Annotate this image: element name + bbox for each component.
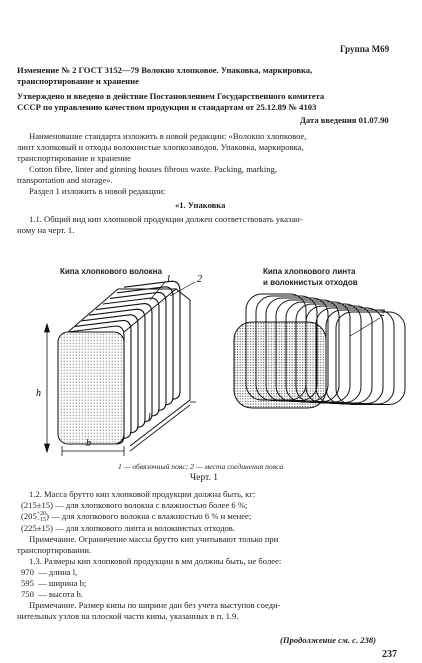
note1-line2: транспортировании. <box>17 545 92 556</box>
linter-bale <box>234 322 326 408</box>
p3-line1: 1.1. Общий вид кип хлопковой продукции должен соответствовать указан- <box>29 214 303 224</box>
callout-2: 2 <box>197 274 202 285</box>
mass-3-value: (225±15) <box>21 523 53 534</box>
mass-row-3 <box>17 523 409 534</box>
dim-row-3: 750 — высота h. <box>21 589 84 600</box>
mass-3-text: — для хлопкового линта и волокнистых отходов. <box>55 523 235 534</box>
p3-line2: ному на черт. 1. <box>17 225 75 235</box>
page-number: 237 <box>382 649 397 660</box>
mass-row-2 <box>17 511 409 523</box>
group-label: Группа М69 <box>340 44 390 54</box>
figure-label-right-2: и волокнистых отходов <box>263 278 358 287</box>
mass-1-text: — для хлопкового волокна с влажностью более 6 %; <box>55 500 248 510</box>
p12: 1.2. Масса брутто кип хлопковой продукции должна быть, кг: <box>29 489 256 499</box>
dim-l-label: l <box>148 412 151 423</box>
mass-2-sup: +20 <box>36 511 47 518</box>
linter-bale-callout <box>350 318 380 336</box>
change-title-line1: Изменение № 2 ГОСТ 3152—79 Волокно хлопковое. Упаковка, маркировка, <box>17 65 313 75</box>
note2-line1: Примечание. Размер кипы по ширине дан без учета выступов соеди- <box>29 600 281 611</box>
dim-l-line <box>130 405 190 451</box>
callout-2b: 2 <box>380 308 385 319</box>
dim-row-2: 595 — ширина b; <box>21 578 87 589</box>
approved-line1: Утверждено и введено в действие Постановлением Государственного комитета <box>17 91 325 101</box>
p1-line1: Наименование стандарта изложить в новой редакции: «Волокно хлопковое, <box>29 131 307 141</box>
callout-1: 1 <box>166 274 171 285</box>
continued-note-visible: (Продолжение см. с. 238) <box>280 635 377 645</box>
linter-bale-front-face <box>234 322 326 408</box>
p1-line4: Cotton fibre, linter and ginning houses fibrous waste. Packing, marking, <box>29 164 277 174</box>
approved-line2: СССР по управлению качеством продукции и стандартам от 25.12.89 № 4103 <box>17 102 317 112</box>
mass-2-sub: −15 <box>36 517 47 524</box>
mass-2-close: ) <box>46 511 50 521</box>
fibre-bale-front-face <box>58 332 124 444</box>
mass-2-value: (205 <box>21 511 37 521</box>
mass-2-text: — для хлопкового волокна с влажностью 6 % и менее; <box>51 511 252 521</box>
fibre-bale-side-outline <box>130 289 190 446</box>
dim-b-label: b <box>86 438 91 449</box>
change-title-line2: транспортирование и хранение <box>17 76 139 86</box>
figure-legend: 1 — обвязочный пояс; 2 — места соединения пояса <box>118 462 284 471</box>
p1-line5: transportation and storage». <box>17 175 113 185</box>
figure-label-left: Кипа хлопкового волокна <box>60 267 162 276</box>
figure-label-right-1: Кипа хлопкового линта <box>263 267 356 276</box>
p2: Раздел 1 изложить в новой редакции: <box>29 186 166 196</box>
mass-1-value: (215±15) <box>21 500 53 510</box>
p13: 1.3. Размеры кип хлопковой продукции в мм должны быть, не более: <box>29 556 282 567</box>
mass-row-1 <box>17 500 409 511</box>
mass-section <box>17 489 409 622</box>
effective-date: Дата введения 01.07.90 <box>300 115 389 125</box>
figure-caption: Черт. 1 <box>190 473 218 483</box>
note1-line1: Примечание. Ограничение массы брутто кип учитывают только при <box>29 534 279 545</box>
linter-tie-band <box>336 312 405 405</box>
dim-h-label: h <box>36 388 41 399</box>
dim-row-1: 970 — длина l, <box>21 567 78 578</box>
p1-line3: транспортирование и хранение <box>17 153 131 163</box>
p1-line2: линт хлопковый и отходы волокнистые хлопкозаводов. Упаковка, маркировка, <box>17 142 304 152</box>
note2-line2: нительных узлов на плоской части кипы, указанных в п. 1.9. <box>17 611 239 622</box>
section-title: «1. Упаковка <box>175 200 226 210</box>
